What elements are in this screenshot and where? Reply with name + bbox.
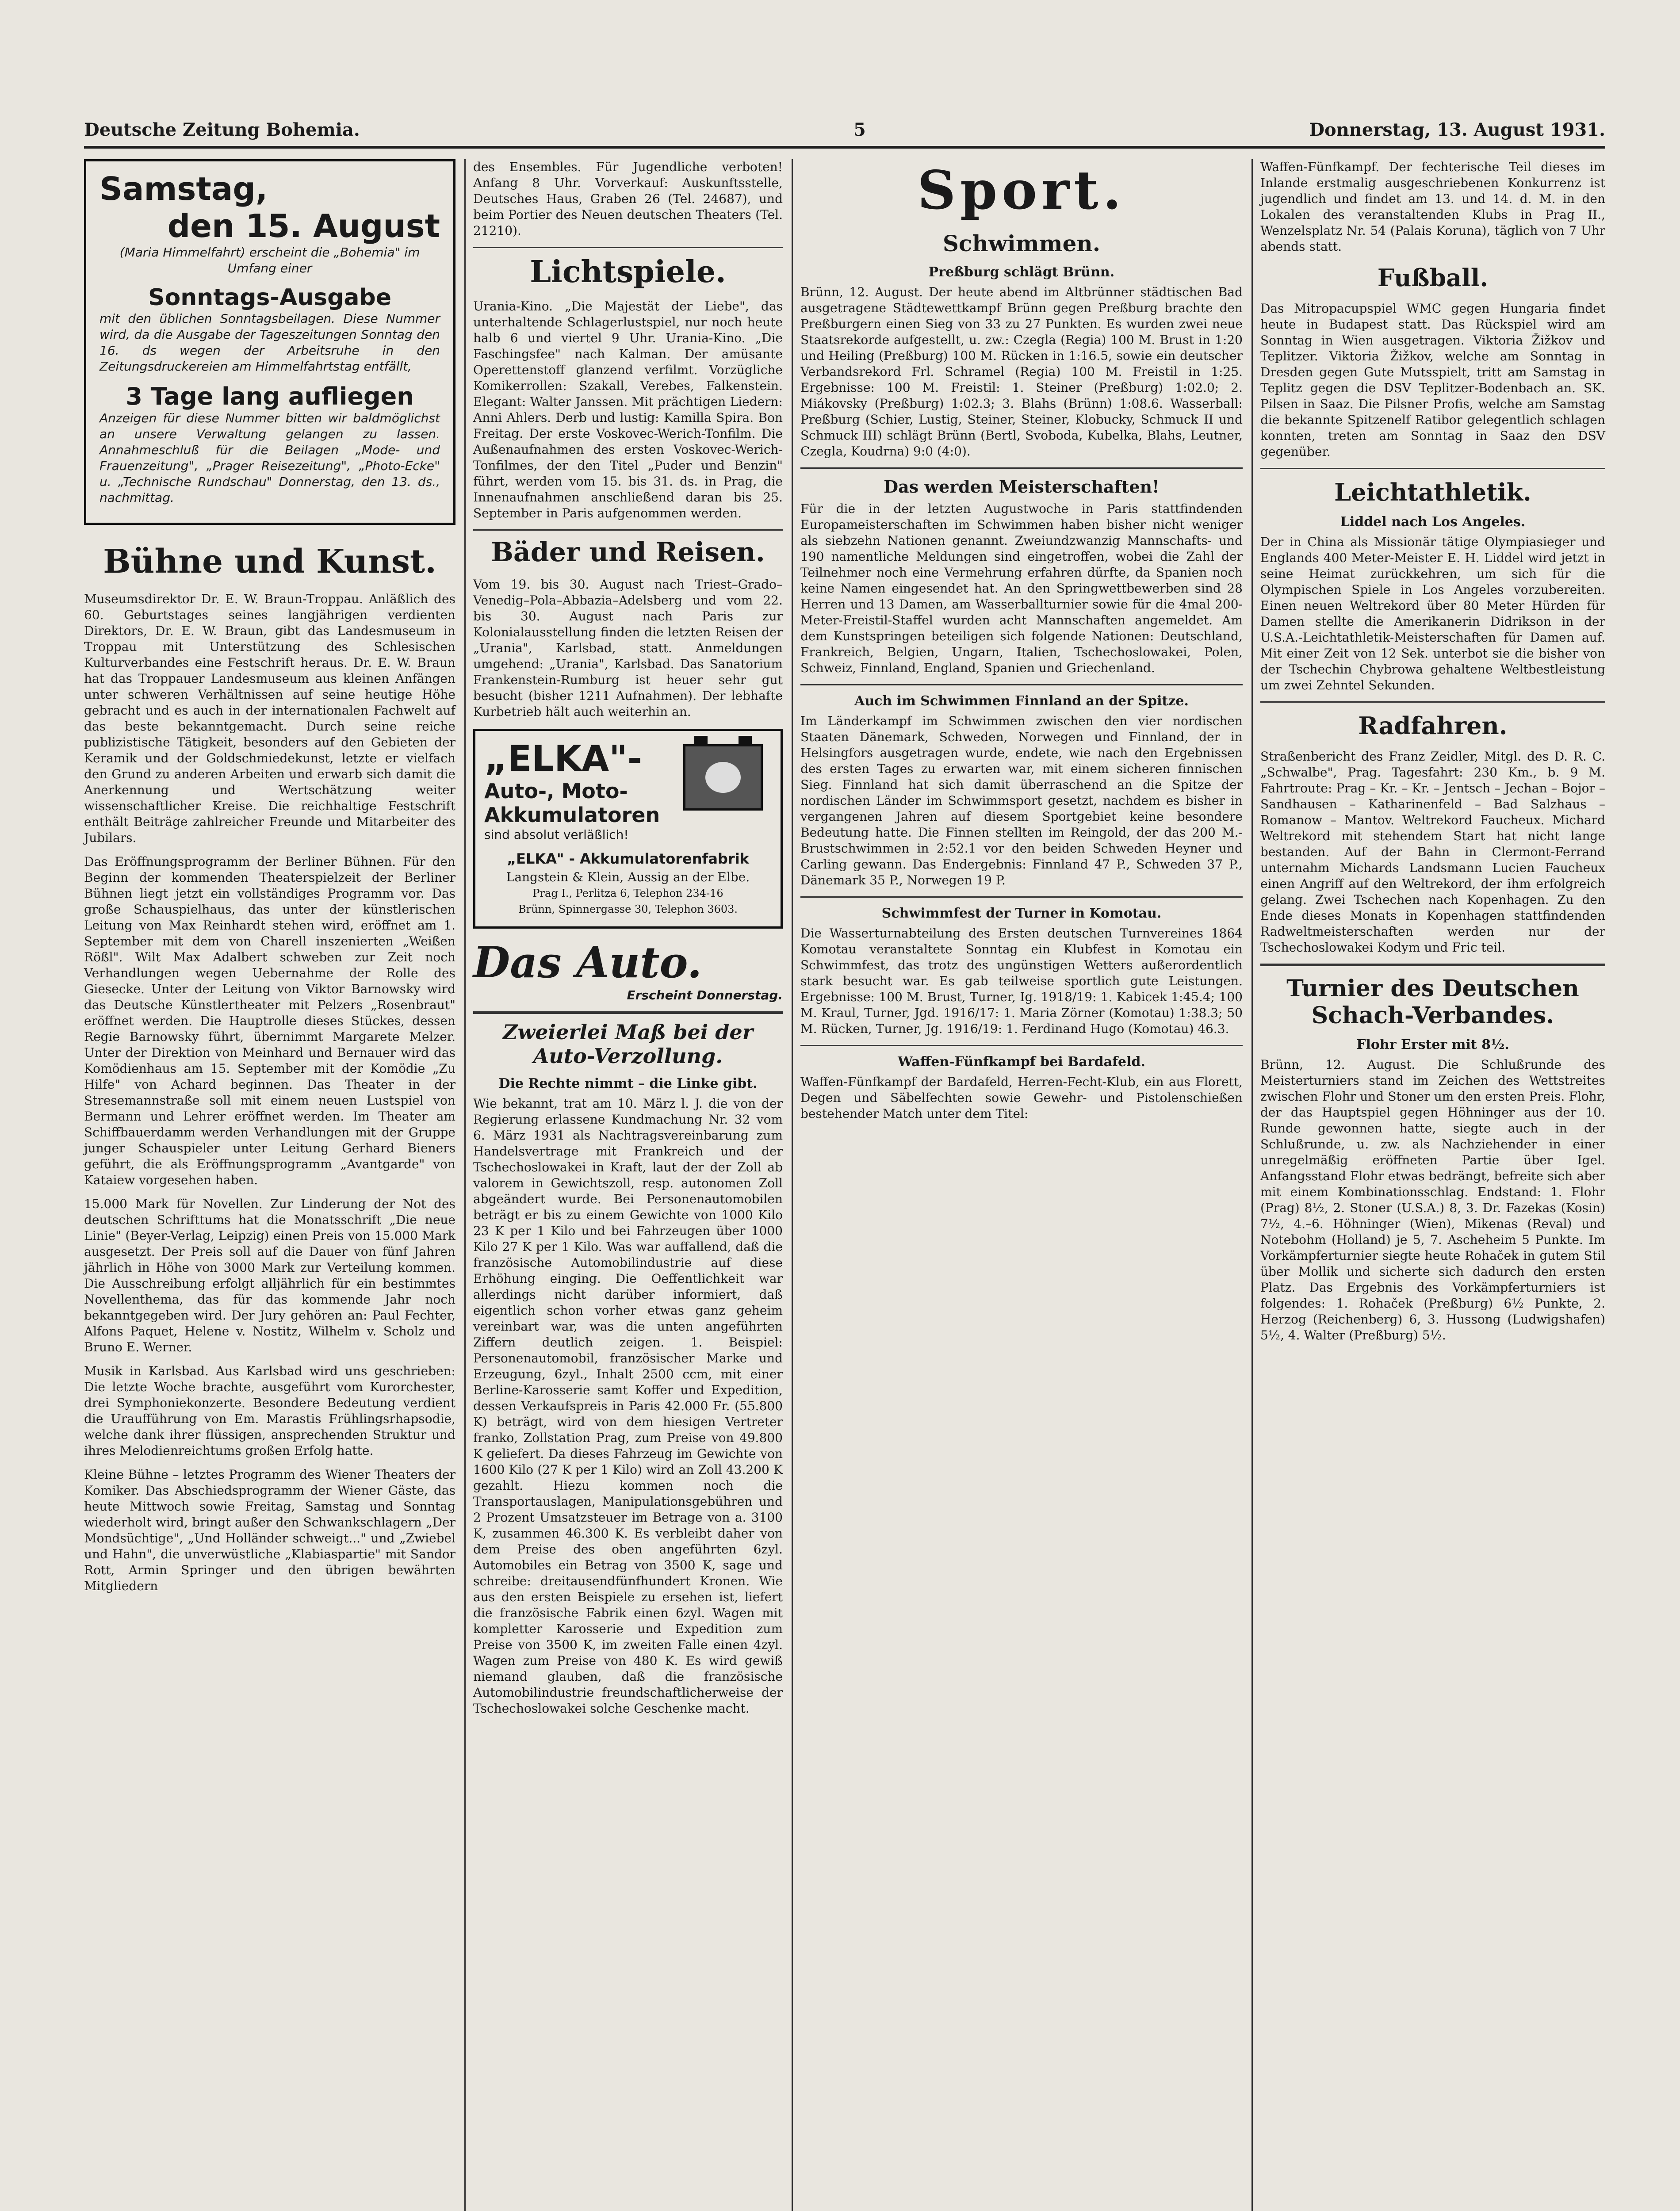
section-title-auto: Das Auto.	[473, 937, 702, 987]
column-rule	[1251, 159, 1253, 2211]
elka-address-2: Brünn, Spinnergasse 30, Telephon 3603.	[518, 903, 738, 915]
notice-edition: Sonntags-Ausgabe	[148, 284, 391, 311]
auto-subtitle: Erscheint Donnerstag.	[627, 988, 783, 1002]
divider	[800, 1045, 1243, 1046]
subhead-zweierlei: Die Rechte nimmt – die Linke gibt.	[498, 1076, 758, 1091]
section-title-sport: Sport.	[917, 159, 1126, 222]
article-fuenfkampf: Waffen-Fünfkampf der Bardafeld, Herren-Fecht-Klub, ein aus Florett, Degen und Säbelfechten sowie Gewehr- und Pistolenschießen bestehender Match unter dem Titel:	[800, 1075, 1243, 1121]
divider	[800, 896, 1243, 898]
battery-icon	[683, 744, 763, 811]
article-meisterschaften: Für die in der letzten Augustwoche in Paris stattfindenden Europameisterschaften im Schwimmen haben bisher nicht weniger als siebzehn Nationen genannt. Zweiundzwanzig Mannschafts- und 190 namentliche Meldungen sind eingetroffen, wobei die Zahl der Teilnehmer noch eine Vermehrung erfahren dürfte, da Spanien noch keine Namen eingesendet hat. An den Springwettbewerben sind 28 Herren und 13 Damen, am Wasserballturnier sowie für die 4mal 200-Meter-Freistil-Staffel wurden acht Mannschaften angemeldet. Am dem Kunstspringen beteiligen sich folgende Nationen: Deutschland, Frankreich, Belgien, Ungarn, Italien, Tschechoslowakei, Polen, Schweiz, Finnland, England, Spanien und Griechenland.	[800, 501, 1243, 675]
section-title-lichtspiele: Lichtspiele.	[530, 254, 726, 290]
elka-advertisement	[473, 729, 783, 929]
article-leichtathletik: Der in China als Missionär tätige Olympiasieger und Englands 400 Meter-Meister E. H. Liddel wird jetzt in seine Heimat zurückkehren, um sich für die Olympischen Spiele in Los Angeles vorzubereiten. Einen neuen Weltrekord über 80 Meter Hürden für Damen stellte die Amerikanerin Didrikson in der U.S.A.-Leichtathletik-Meisterschaften für Damen auf. Mit einer Zeit von 12 Sek. unterbot sie die bisher von der Tschechin Chybrowa gehaltene Weltbestleistung um zwei Zehntel Sekunden.	[1260, 535, 1605, 692]
article-berliner-buehnen: Das Eröffnungsprogramm der Berliner Bühnen. Für den Beginn der kommenden Theaterspielzeit der Berliner Bühnen liegt jetzt ein vollständiges Programm vor. Das große Schauspielhaus, das unter der künstlerischen Leitung von Max Reinhardt stehen wird, eröffnet am 1. September mit dem von Charell inszenierten „Weißen Rößl". Wilt Max Adalbert schweben zur Zeit noch Verhandlungen wegen Uebernahme der Rolle des Giesecke. Unter der Leitung von Viktor Barnowsky wird das Deutsche Künstlertheater mit Pelzers „Rosenbraut" eröffnet werden. Die Hauptrolle dieses Stückes, dessen Regie Barnowsky führt, übernimmt Margarete Melzer. Unter der Direktion von Meinhard und Bernauer wird das Komödienhaus am 15. September mit der Komödie „Zu Hilfe" von Achard beginnen. Das Theater in der Stresemannstraße soll mit einem neuen Lustspiel von Bermann und Lehrer eröffnet werden. Im Theater am Schiffbauerdamm werden Verhandlungen mit der Gruppe junger Schauspieler unter Leitung Gerhard Bieners geführt, die als Eröffnungsprogramm „Avantgarde" von Kataiew vorgesehen haben.	[84, 854, 455, 1187]
subsection-schwimmen: Schwimmen.	[942, 230, 1101, 256]
headline-pressburg: Preßburg schlägt Brünn.	[928, 264, 1115, 280]
paper-name: Deutsche Zeitung Bohemia.	[84, 119, 360, 140]
section-title-buehne: Bühne und Kunst.	[103, 543, 436, 581]
column-rule	[464, 159, 466, 2211]
notice-duration: 3 Tage lang aufliegen	[126, 383, 414, 410]
elka-address-1: Prag I., Perlitza 6, Telephon 234-16	[532, 887, 723, 899]
divider	[800, 684, 1243, 685]
elka-line-1: Auto-, Moto-	[484, 779, 628, 803]
headline-finnland: Auch im Schwimmen Finnland an der Spitze.	[854, 693, 1189, 709]
article-baeder: Vom 19. bis 30. August nach Triest–Grado–Venedig–Pola–Abbazia–Adelsberg und vom 22. bis 30. August nach Paris zur Kolonialausstellung finden die letzten Reisen der „Urania", Karlsbad, statt. Anmeldungen umgehend: „Urania", Karlsbad. Das Sanatorium Frankenstein-Rumburg ist heuer sehr gut besucht (bisher 1211 Aufnahmen). Der lebhafte Kurbetrieb hält auch weiterhin an.	[473, 577, 783, 719]
headline-liddel: Liddel nach Los Angeles.	[1340, 514, 1526, 530]
headline-fuenfkampf: Waffen-Fünfkampf bei Bardafeld.	[898, 1054, 1145, 1070]
article-lichtspiele: Urania-Kino. „Die Majestät der Liebe", das unterhaltende Schlagerlustspiel, nur noch heute halb 6 und viertel 9 Uhr. Urania-Kino. „Die Faschingsfee" nach Kalman. Der amüsante Operettenstoff glanzend verfilmt. Vorzügliche Komikerrollen: Szakall, Verebes, Falkenstein. Elegant: Walter Janssen. Mit prächtigen Liedern: Anni Ahlers. Derb und lustig: Kamilla Spira. Bon Freitag. Der erste Voskovec-Werich-Tonfilm. Die Außenaufnahmen des ersten Voskovec-Werich-Tonfilmes, der den Titel „Puder und Benzin" führt, werden vom 15. bis 31. ds. in Prag, die Innenaufnahmen anschließend daran bis 25. September in Paris aufgenommen werden.	[473, 299, 783, 520]
section-title-baeder: Bäder und Reisen.	[491, 537, 765, 568]
divider	[473, 247, 783, 248]
article-pressburg: Brünn, 12. August. Der heute abend im Altbrünner städtischen Bad ausgetragene Städtewettkampf Brünn gegen Preßburg brachte den Preßburgern einen Sieg von 33 zu 27 Punkten. Es wurden zwei neue Staatsrekorde aufgestellt, u. zw.: Czegla (Regia) 100 M. Brust in 1:20 und Heiling (Preßburg) 100 M. Rücken in 1:16.5, sowie ein deutscher Verbandsrekord Frl. Schramel (Regia) 100 M. Freistil in 1:25. Ergebnisse: 100 M. Freistil: 1. Steiner (Preßburg) 1:02.0; 2. Miákovsky (Preßburg) 1:02.3; 3. Blahs (Brünn) 1:08.6. Wasserball: Preßburg (Schier, Lustig, Steiner, Steiner, Klobucky, Schmuck II und Schmuck III) schlägt Brünn (Bertl, Svoboda, Kubelka, Blahs, Leutner, Czegla, Koudrna) 9:0 (4:0).	[800, 285, 1243, 459]
page-number: 5	[853, 119, 866, 140]
column-3	[800, 159, 1243, 1130]
column-2	[473, 159, 783, 1725]
article-finnland: Im Länderkampf im Schwimmen zwischen den vier nordischen Staaten Dänemark, Schweden, Norwegen und Finnland, der in Helsingfors ausgetragen wurde, endete, wie nach den Ergebnissen des ersten Tages zu erwarten war, mit einem sicheren finnischen Sieg. Finnland hat sich damit überraschend an die Spitze der nordischen Länder im Schwimmsport gesetzt, nachdem es bisher in vergangenen Jahren auf diesem Sportgebiet keine besondere Bedeutung hatte. Die Finnen stellten im Reingold, der das 200 M.-Brustschwimmen in 2:52.1 vor den beiden Schweden Heyner und Carling gewann. Das Endergebnis: Finnland 47 P., Schweden 37 P., Dänemark 35 P., Norwegen 19 P.	[800, 714, 1243, 887]
fuenfkampf-continued: Waffen-Fünfkampf. Der fechterische Teil dieses im Inlande erstmalig ausgeschriebenen Konkurrenz ist jugendlich und findet am 13. und 14. d. M. in den Lokalen des veranstaltenden Klubs in Prag II., Wenzelsplatz Nr. 54 (Palais Koruna), täglich von 7 Uhr abends statt.	[1260, 160, 1605, 254]
masthead	[84, 115, 1605, 149]
divider	[1260, 964, 1605, 966]
newspaper-page	[66, 115, 1605, 2211]
column-rule	[792, 159, 793, 2211]
article-kleine-buehne: Kleine Bühne – letztes Programm des Wiener Theaters der Komiker. Das Abschiedsprogramm der Wiener Gäste, das heute Mittwoch sowie Freitag, Samstag und Sonntag wiederholt wird, bringt außer den Schwankschlagern „Der Mondsüchtige", „Und Holländer schweigt..." und „Zwiebel und Hahn", die unverwüstliche „Klabiaspartie" mit Sandor Rott, Armin Springer und den übrigen bewährten Mitgliedern	[84, 1467, 455, 1593]
elka-owner: Langstein & Klein, Aussig an der Elbe.	[506, 870, 750, 884]
divider	[800, 467, 1243, 469]
divider	[1260, 701, 1605, 703]
article-karlsbad: Musik in Karlsbad. Aus Karlsbad wird uns geschrieben: Die letzte Woche brachte, ausgeführt vom Kurorchester, drei Symphoniekonzerte. Besondere Bedeutung verdient die Uraufführung von Em. Marastis Frühlingsrhapsodie, welche dank ihrer flüssigen, ansprechenden Struktur und ihres Melodienreichtums großen Erfolg hatte.	[84, 1364, 455, 1458]
notice-text: (Maria Himmelfahrt) erscheint die „Bohemia" im Umfang einer	[119, 245, 420, 275]
sonntags-notice-box	[84, 159, 455, 525]
column-4	[1260, 159, 1605, 1351]
section-title-radfahren: Radfahren.	[1358, 711, 1508, 740]
notice-text-2: mit den üblichen Sonntagsbeilagen. Diese Nummer wird, da die Ausgabe der Tageszeitungen Sonntag den 16. ds wegen der Arbeitsruhe in den Zeitungsdruckereien am Himmelfahrtstag entfällt,	[99, 311, 440, 374]
column-1	[84, 159, 455, 1602]
divider	[1260, 468, 1605, 469]
elka-company: „ELKA" - Akkumulatorenfabrik	[507, 850, 749, 867]
article-zweierlei: Wie bekannt, trat am 10. März l. J. die von der Regierung erlassene Kundmachung Nr. 32 vom 6. März 1931 als Nachtragsvereinbarung zum Handelsvertrage mit Frankreich und der Tschechoslowakei in Kraft, laut der der Zoll ab valorem in Gewichtszoll, resp. autonomen Zoll abgeändert wurde. Bei Personenautomobilen beträgt er bis zu einem Gewichte von 1000 Kilo 23 K per 1 Kilo und bei Fahrzeugen über 1000 Kilo 27 K per 1 Kilo. Was war auffallend, daß die französische Automobilindustrie auf diese Erhöhung einging. Die Oeffentlichkeit war allerdings nicht darüber informiert, daß eigentlich schon vorher etwas ganz geheim vereinbart war, was die unten angeführten Ziffern deutlich zeigen. 1. Beispiel: Personenautomobil, französischer Marke und Erzeugung, 6zyl., Inhalt 2500 ccm, mit einer Berline-Karosserie samt Koffer und Expedition, dessen Verkaufspreis in Paris 42.000 Fr. (55.800 K) beträgt, wird von dem hiesigen Vertreter franko, Zollstation Prag, zum Preise von 49.800 K geliefert. Da dieses Fahrzeug im Gewichte von 1600 Kilo (27 K per 1 Kilo) wird an Zoll 43.200 K gezahlt. Hiezu kommen noch die Transportauslagen, Manipulationsgebühren und 2 Prozent Umsatzsteuer im Betrage von a. 3100 K, zusammen 46.300 K. Es verbleibt daher von dem Preise des oben angeführten 6zyl. Automobiles ein Betrag von 3500 K, sage und schreibe: dreitausendfünfhundert Kronen. Wie aus den ersten Beispiele zu ersehen ist, liefert die französische Fabrik einen 6zyl. Wagen mit kompletter Karosserie und Expedition zum Preise von 3500 K, im zweiten Falle einen 4zyl. Wagen zum Preise von 480 K. Es wird gewiß niemand glauben, daß die französische Automobilindustrie freundschaftlicherweise der Tschechoslowakei solche Geschenke macht.	[473, 1096, 783, 1716]
elka-line-3: sind absolut verläßlich!	[484, 827, 629, 842]
headline-zweierlei: Zweierlei Maß bei der Auto-Verzollung.	[503, 1020, 753, 1068]
article-fussball: Das Mitropacupspiel WMC gegen Hungaria findet heute in Budapest statt. Das Rückspiel wird am Sonntag in Wien ausgetragen. Viktoria Žižkov und Teplitzer. Viktoria Žižkov, welche am Sonntag in Dresden gegen Gute Mutsspielt, tritt am Samstag in Teplitz gegen die DSV Teplitzer-Bodenbach an. SK. Pilsen in Saaz. Die Pilsner Profis, welche am Samstag die bekannte Spitzenelf Ratibor gelegentlich schlagen konnten, treten am Sonntag in Saaz den DSV gegenüber.	[1260, 301, 1605, 459]
article-novellen: 15.000 Mark für Novellen. Zur Linderung der Not des deutschen Schrifttums hat die Monatsschrift „Die neue Linie" (Beyer-Verlag, Leipzig) einen Preis von 15.000 Mark ausgesetzt. Der Preis soll auf die Dauer von fünf Jahren jährlich in Höhe von 3000 Mark zur Verteilung kommen. Die Ausschreibung erfolgt alljährlich für ein bestimmtes Novellenthema, das für das kommende Jahr noch bekanntgegeben wird. Der Jury gehören an: Paul Fechter, Alfons Paquet, Helene v. Nostitz, Wilhelm v. Scholz und Bruno E. Werner.	[84, 1197, 455, 1354]
notice-day: Samstag,	[99, 170, 268, 207]
section-title-leichtathletik: Leichtathletik.	[1334, 478, 1531, 506]
elka-line-2: Akkumulatoren	[484, 803, 660, 827]
article-braun: Museumsdirektor Dr. E. W. Braun-Troppau. Anläßlich des 60. Geburtstages seines langjährigen verdienten Direktors, Dr. E. W. Braun, gibt das Landesmuseum in Troppau mit Unterstützung des Schlesischen Kulturverbandes eine Festschrift heraus. Dr. E. W. Braun hat das Troppauer Landesmuseum aus kleinen Anfängen unter schweren Verhältnissen auf seine heutige Höhe gebracht und es auch in der internationalen Fachwelt auf das beste bekanntgemacht. Durch seine reiche publizistische Tätigkeit, besonders auf den Gebieten der Keramik und der Goldschmiedekunst, letzte er vielfach den Grund zu anderen Arbeiten und erwarb sich damit die Anerkennung und Wertschätzung weiter wissenschaftlicher Kreise. Die reichhaltige Festschrift enthält Beiträge zahlreicher Freunde und Mitarbeiter des Jubilars.	[84, 592, 455, 845]
section-title-fussball: Fußball.	[1377, 264, 1489, 292]
notice-date: den 15. August	[167, 207, 440, 245]
headline-flohr: Flohr Erster mit 8½.	[1356, 1037, 1509, 1052]
headline-meisterschaften: Das werden Meisterschaften!	[884, 477, 1160, 497]
section-title-schach: Turnier des Deutschen Schach-Verbandes.	[1286, 975, 1579, 1029]
article-komotau: Die Wasserturnabteilung des Ersten deutschen Turnvereines 1864 Komotau veranstaltete Sonntag ein Klubfest in Komotau ein Schwimmfest, das trotz des ungünstigen Wetters außerordentlich stark besucht war. Es gab teilweise sportlich gute Leistungen. Ergebnisse: 100 M. Brust, Turner, Ig. 1918/19: 1. Kabicek 1:45.4; 100 M. Kraul, Turner, Jgd. 1916/17: 1. Maria Zörner (Komotau) 1:38.3; 50 M. Rücken, Turner, Jg. 1916/19: 1. Ferdinand Hugo (Komotau) 46.3.	[800, 926, 1243, 1036]
headline-komotau: Schwimmfest der Turner in Komotau.	[881, 906, 1162, 921]
notice-text-3: Anzeigen für diese Nummer bitten wir baldmöglichst an unsere Verwaltung gelangen zu lassen. Annahmeschluß für die Beilagen „Mode- und Frauenzeitung", „Prager Reisezeitung", „Photo-Ecke" u. „Technische Rundschau" Donnerstag, den 13. ds., nachmittag.	[99, 411, 440, 505]
ensemble-intro: des Ensembles. Für Jugendliche verboten! Anfang 8 Uhr. Vorverkauf: Auskunftsstelle, Deutsches Haus, Graben 26 (Tel. 24687), und beim Portier des Neuen deutschen Theaters (Tel. 21210).	[473, 160, 783, 238]
issue-date: Donnerstag, 13. August 1931.	[1309, 119, 1605, 140]
divider	[473, 529, 783, 531]
article-schach: Brünn, 12. August. Die Schlußrunde des Meisterturniers stand im Zeichen des Wettstreites zwischen Flohr und Stoner um den ersten Preis. Flohr, der das Hauptspiel gegen Höhninger aus der 10. Runde gewonnen hatte, siegte auch in der Schlußrunde, u. zw. als Nachziehender in einer unregelmäßig eröffneten Partie über Igel. Anfangsstand Flohr etwas bedrängt, befreite sich aber mit einem Kombinationsschlag. Endstand: 1. Flohr (Prag) 8½, 2. Stoner (U.S.A.) 8, 3. Dr. Fazekas (Kosin) 7½, 4.–6. Höhninger (Wien), Mikenas (Reval) und Notebohm (Holland) je 5, 7. Ascheheim 5 Punkte. Im Vorkämpferturnier siegte heute Rohaček in gutem Stil über Mollik und sicherte sich dadurch den ersten Platz. Das Ergebnis des Vorkämpferturniers ist folgendes: 1. Rohaček (Preßburg) 6½ Punkte, 2. Herzog (Reichenberg) 6, 3. Hussong (Ludwigshafen) 5½, 4. Walter (Preßburg) 5½.	[1260, 1057, 1605, 1343]
divider	[473, 1011, 783, 1014]
article-radfahren: Straßenbericht des Franz Zeidler, Mitgl. des D. R. C. „Schwalbe", Prag. Tagesfahrt: 230 Km., b. 9 M. Fahrtroute: Prag – Kr. – Kr. – Jentsch – Jechan – Bojor – Sandhausen – Katharinenfeld – Bad Salzhaus – Romanow – Mantov. Weltrekord Faucheux. Michard Weltrekord mit stehendem Start hat nicht lange bestanden. Auf der Bahn in Clermont-Ferrand unternahm Michards Landsmann Lucien Faucheux einen Angriff auf den Weltrekord, der ihm erfolgreich gelang. Zwei Tschechen nach Kopenhagen. Zu den Ende dieses Monats in Kopenhagen stattfindenden Radweltmeisterschaften werden nur der Tschechoslowakei Kodym und Fric teil.	[1260, 749, 1605, 955]
elka-brand: „ELKA"-	[484, 738, 642, 779]
